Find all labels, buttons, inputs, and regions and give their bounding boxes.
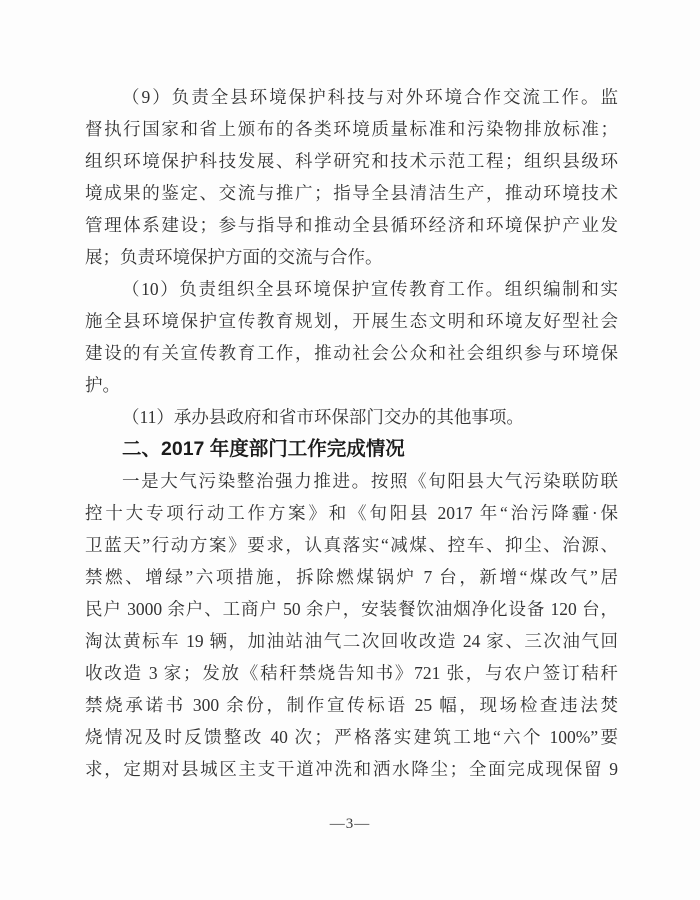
text-line: 施全县环境保护宣传教育规划，开展生态文明和环境友好型社会 bbox=[85, 311, 618, 331]
text-line: 烧情况及时反馈整改 40 次；严格落实建筑工地“六个 100%”要 bbox=[85, 727, 618, 747]
text-line: 淘汰黄标车 19 辆，加油站油气二次回收改造 24 家、三次油气回 bbox=[85, 631, 618, 651]
text-line: 督执行国家和省上颁布的各类环境质量标准和污染物排放标准； bbox=[85, 119, 618, 139]
text-line: 民户 3000 余户、工商户 50 余户，安装餐饮油烟净化设备 120 台， bbox=[85, 599, 618, 619]
page-number: —3— bbox=[329, 816, 371, 832]
text-line: （11）承办县政府和省市环保部门交办的其他事项。 bbox=[122, 407, 524, 427]
document-body bbox=[85, 81, 618, 785]
text-line: 管理体系建设；参与指导和推动全县循环经济和环境保护产业发 bbox=[85, 215, 618, 235]
text-line: 卫蓝天”行动方案》要求，认真落实“减煤、控车、抑尘、治源、 bbox=[85, 535, 618, 555]
text-line: 境成果的鉴定、交流与推广；指导全县清洁生产，推动环境技术 bbox=[85, 183, 618, 203]
section-heading: 二、2017 年度部门工作完成情况 bbox=[122, 438, 405, 460]
text-line: 组织环境保护科技发展、科学研究和技术示范工程；组织县级环 bbox=[85, 151, 618, 171]
text-line: 展；负责环境保护方面的交流与合作。 bbox=[85, 247, 383, 267]
text-line: 一是大气污染整治强力推进。按照《旬阳县大气污染联防联 bbox=[122, 471, 618, 491]
text-line: 护。 bbox=[85, 375, 120, 395]
text-line: 求，定期对县城区主支干道冲洗和洒水降尘；全面完成现保留 9 bbox=[85, 759, 618, 779]
text-line: （10）负责组织全县环境保护宣传教育工作。组织编制和实 bbox=[122, 279, 618, 299]
text-line: 收改造 3 家；发放《秸秆禁烧告知书》721 张，与农户签订秸秆 bbox=[85, 663, 618, 683]
text-line: 禁燃、增绿”六项措施，拆除燃煤锅炉 7 台，新增“煤改气”居 bbox=[85, 567, 618, 587]
text-line: 建设的有关宣传教育工作，推动社会公众和社会组织参与环境保 bbox=[85, 343, 618, 363]
text-line: （9）负责全县环境保护科技与对外环境合作交流工作。监 bbox=[122, 87, 618, 107]
text-line: 禁烧承诺书 300 余份，制作宣传标语 25 幅，现场检查违法焚 bbox=[85, 695, 618, 715]
text-line: 控十大专项行动工作方案》和《旬阳县 2017 年“治污降霾·保 bbox=[85, 503, 618, 523]
